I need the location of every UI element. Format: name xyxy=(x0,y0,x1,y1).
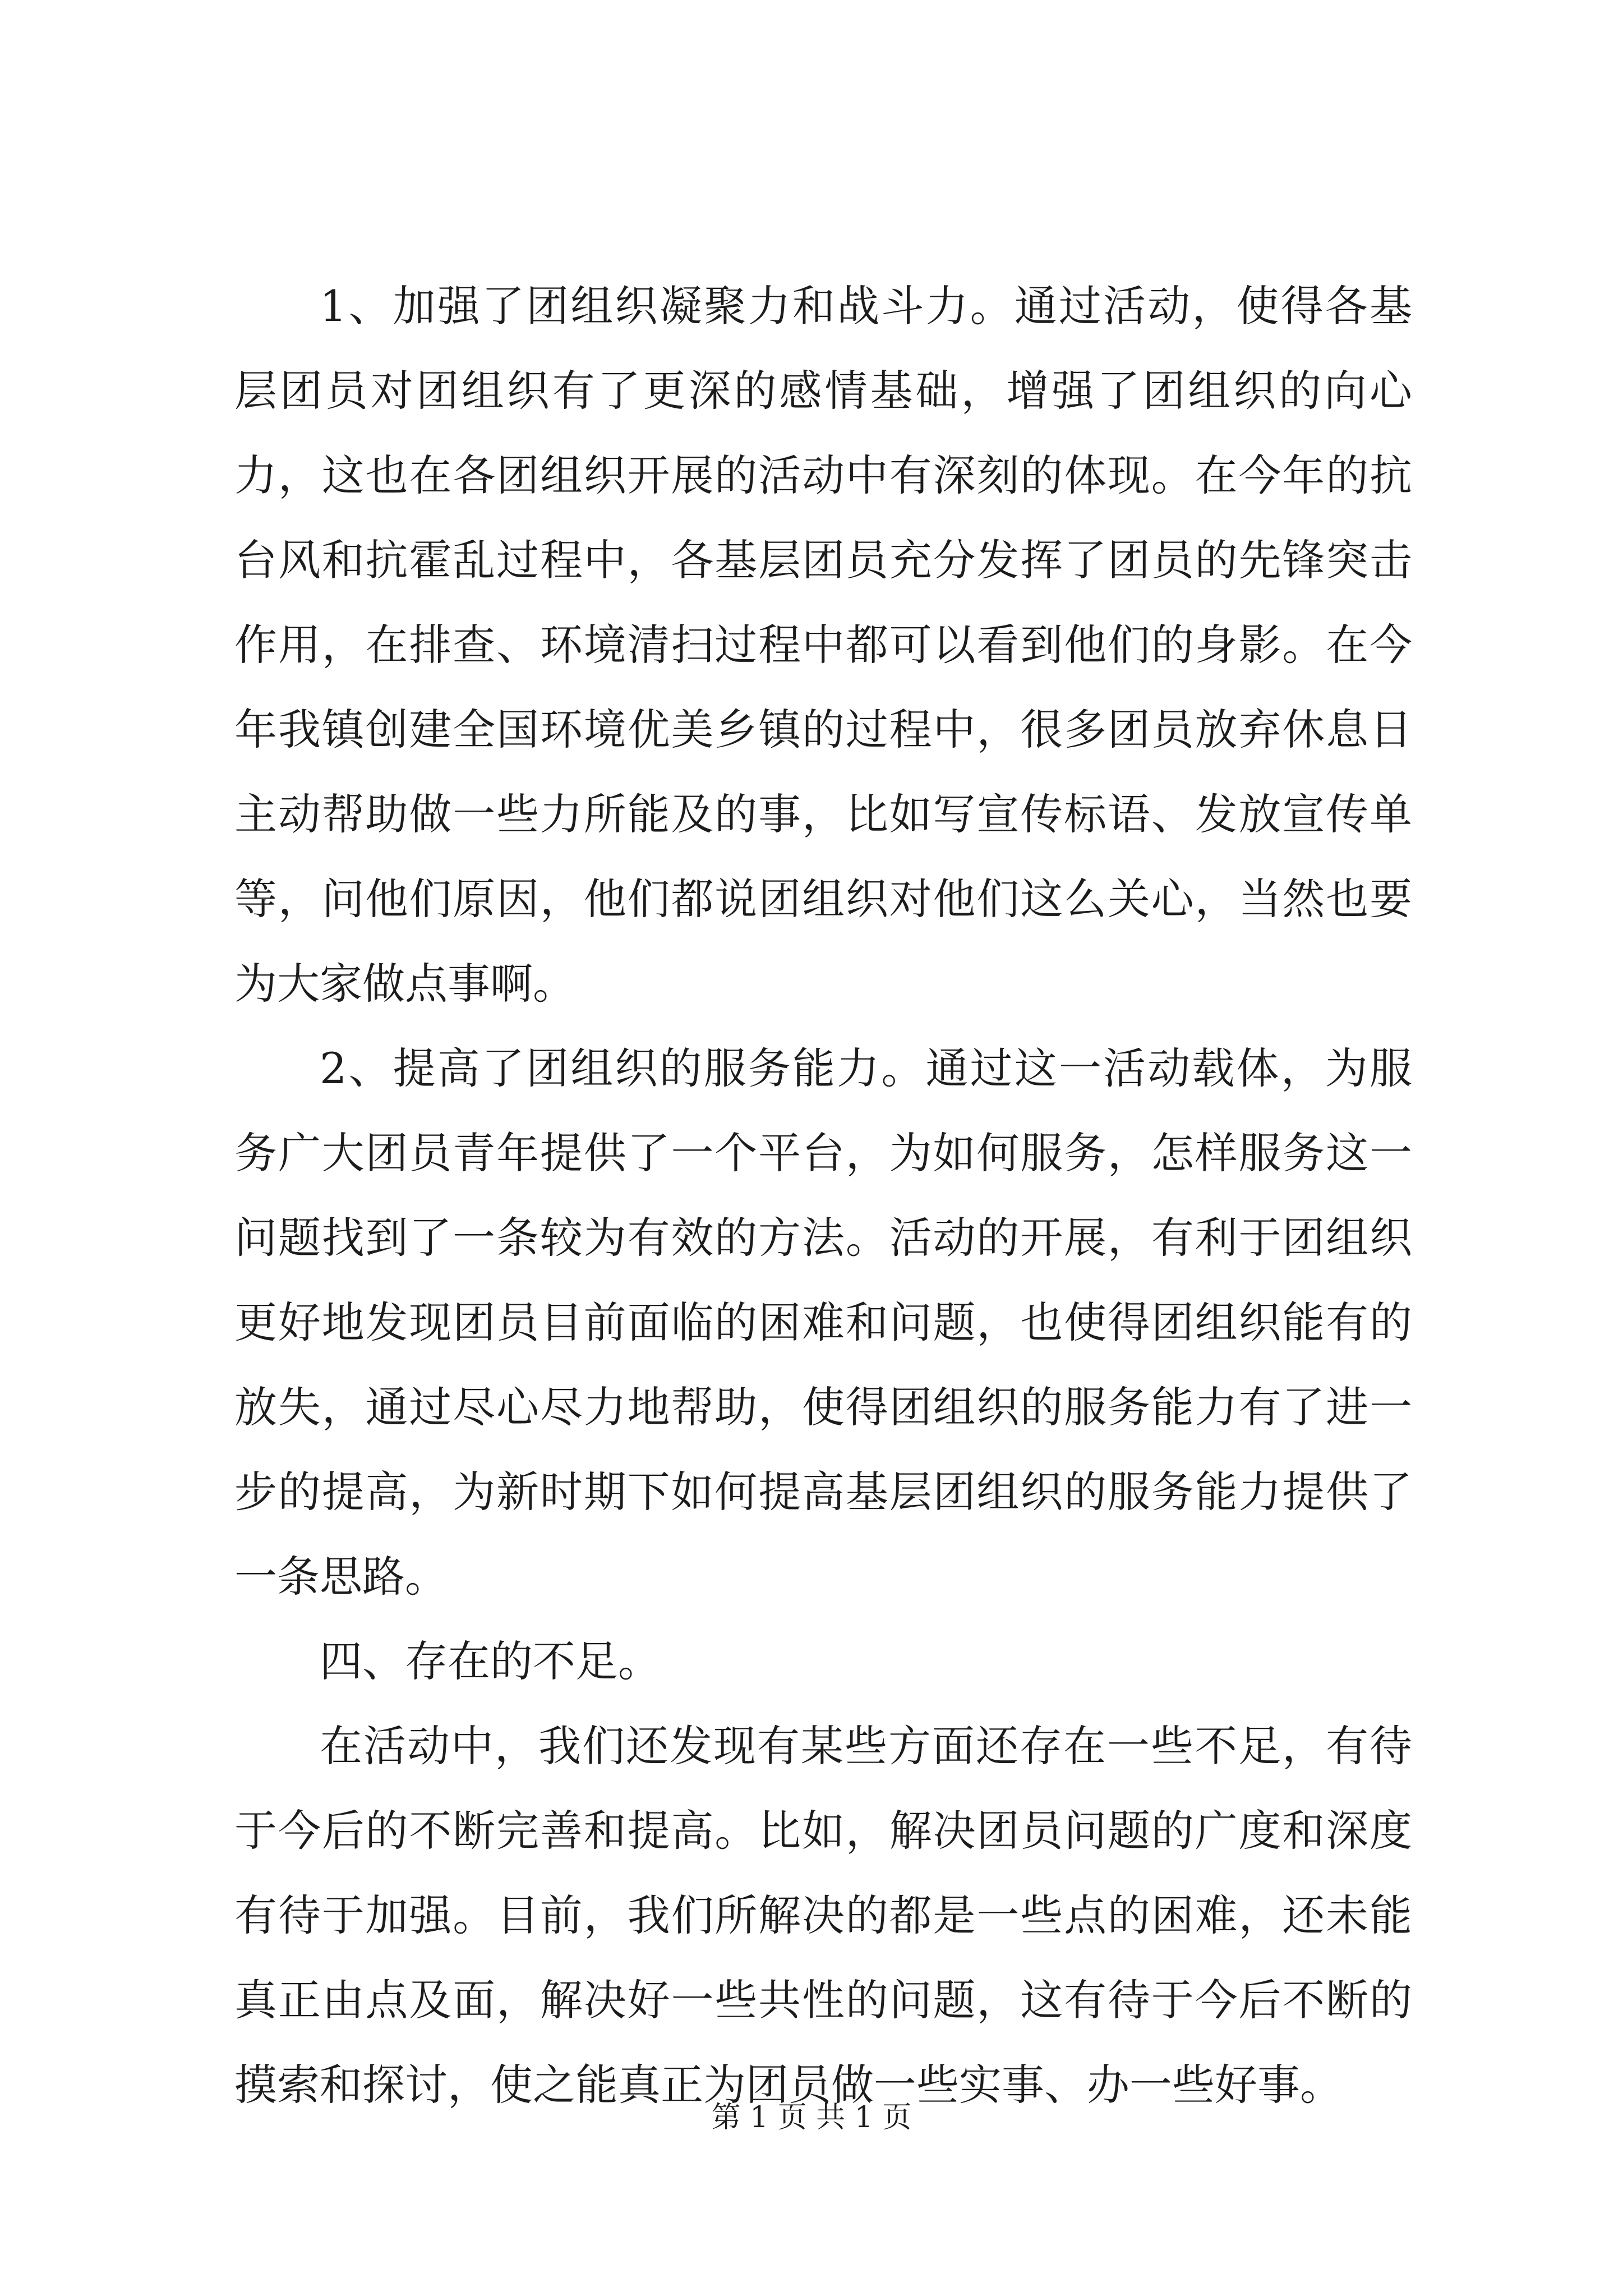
page-footer: 第 1 页 共 1 页 xyxy=(711,2101,912,2134)
paragraph-strengthen-cohesion: 1、加强了团组织凝聚力和战斗力。通过活动，使得各基层团员对团组织有了更深的感情基础，增强了团组织的向心力，这也在各团组织开展的活动中有深刻的体现。在今年的抗台风和抗霍乱过程中，各基层团员充分发挥了团员的先锋突击作用，在排查、环境清扫过程中都可以看到他们的身影。在今年我镇创建全国环境优美乡镇的过程中，很多团员放弃休息日主动帮助做一些力所能及的事，比如写宣传标语、发放宣传单等，问他们原因，他们都说团组织对他们这么关心，当然也要为大家做点事啊。 xyxy=(234,281,1412,1009)
section-heading-shortcomings: 四、存在的不足。 xyxy=(320,1636,661,1686)
paragraph-improve-service: 2、提高了团组织的服务能力。通过这一活动载体，为服务广大团员青年提供了一个平台，为如何服务，怎样服务这一问题找到了一条较为有效的方法。活动的开展，有利于团组织更好地发现团员目前面临的困难和问题，也使得团组织能有的放失，通过尽心尽力地帮助，使得团组织的服务能力有了进一步的提高，为新时期下如何提高基层团组织的服务能力提供了一条思路。 xyxy=(234,1043,1412,1602)
document-body xyxy=(234,264,1412,2127)
paragraph-shortcomings: 在活动中，我们还发现有某些方面还存在一些不足，有待于今后的不断完善和提高。比如，解决团员问题的广度和深度有待于加强。目前，我们所解决的都是一些点的困难，还未能真正由点及面，解决好一些共性的问题，这有待于今后不断的摸索和探讨，使之能真正为团员做一些实事、办一些好事。 xyxy=(234,1721,1412,2110)
